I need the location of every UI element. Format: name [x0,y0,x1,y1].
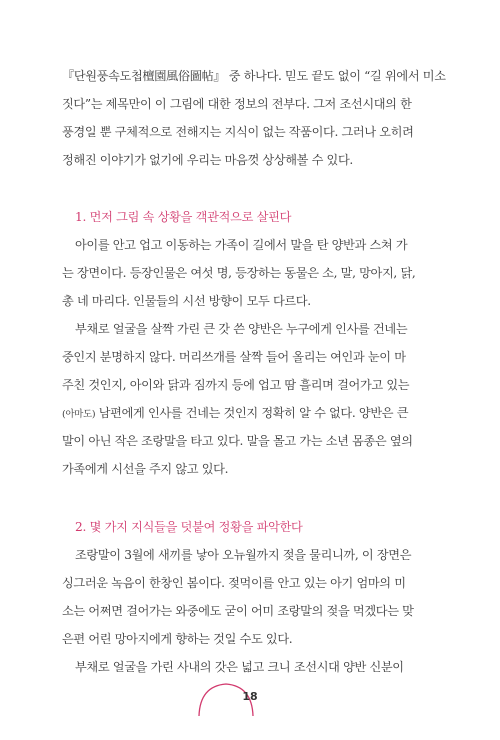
p2-line-2: 중인지 분명하지 않다. 머리쓰개를 살짝 들어 올리는 여인과 눈이 마 [62,350,406,364]
p1-line-3: 총 네 마리다. 인물들의 시선 방향이 모두 다르다. [62,294,311,308]
p3-line-3: 소는 어쩌면 걸어가는 와중에도 굳이 어미 조랑말의 젖을 먹겠다는 맞 [62,604,414,618]
p1-line-1: 아이를 안고 업고 이동하는 가족이 길에서 말을 탄 양반과 스쳐 가 [75,238,408,252]
p2-line-4 [62,404,442,424]
p2-line-1: 부채로 얼굴을 살짝 가린 큰 갓 쓴 양반은 누구에게 인사를 건네는 [75,322,408,336]
p2-line-4-aside: (아마도) [62,409,96,420]
intro-line-4: 정해진 이야기가 없기에 우리는 마음껏 상상해볼 수 있다. [62,153,353,167]
p2-line-5: 말이 아닌 작은 조랑말을 타고 있다. 말을 몰고 가는 소년 몸종은 옆의 [62,434,413,448]
intro-line-3: 풍경일 뿐 구체적으로 전해지는 지식이 없는 작품이다. 그러나 오히려 [62,125,414,139]
p3-line-4: 은편 어린 망아지에게 향하는 것일 수도 있다. [62,632,293,646]
section-heading-2: 2. 몇 가지 지식들을 덧붙여 정황을 파악한다 [75,520,303,534]
p3-line-2: 싱그러운 녹음이 한창인 봄이다. 젖먹이를 안고 있는 아기 엄마의 미 [62,576,406,590]
intro-line-2: 짓다”는 제목만이 이 그림에 대한 정보의 전부다. 그저 조선시대의 한 [62,97,412,111]
p2-line-6: 가족에게 시선을 주지 않고 있다. [62,462,229,476]
page-number-block [0,676,500,716]
p1-line-2: 는 장면이다. 등장인물은 여섯 명, 등장하는 동물은 소, 말, 망아지, 닭, [62,266,416,280]
page-number: 18 [242,690,258,703]
p3-line-1: 조랑말이 3월에 새끼를 낳아 오뉴월까지 젖을 물리니까, 이 장면은 [75,548,412,562]
p2-line-3: 주친 것인지, 아이와 닭과 짐까지 등에 업고 땀 흘리며 걸어가고 있는 [62,378,410,392]
p4-line-1: 부채로 얼굴을 가린 사내의 갓은 넓고 크니 조선시대 양반 신분이 [75,660,404,674]
intro-line-1-text: 중 하나다. 믿도 끝도 없이 “길 위에서 미소 [225,69,446,83]
intro-line-1 [62,67,446,85]
section-heading-1: 1. 먼저 그림 속 상황을 객관적으로 살핀다 [75,210,292,224]
p2-line-4-text: 남편에게 인사를 건네는 것인지 정확히 알 수 없다. 양반은 큰 [95,406,409,420]
book-title: 『단원풍속도첩檀園風俗圖帖』 [62,69,226,83]
